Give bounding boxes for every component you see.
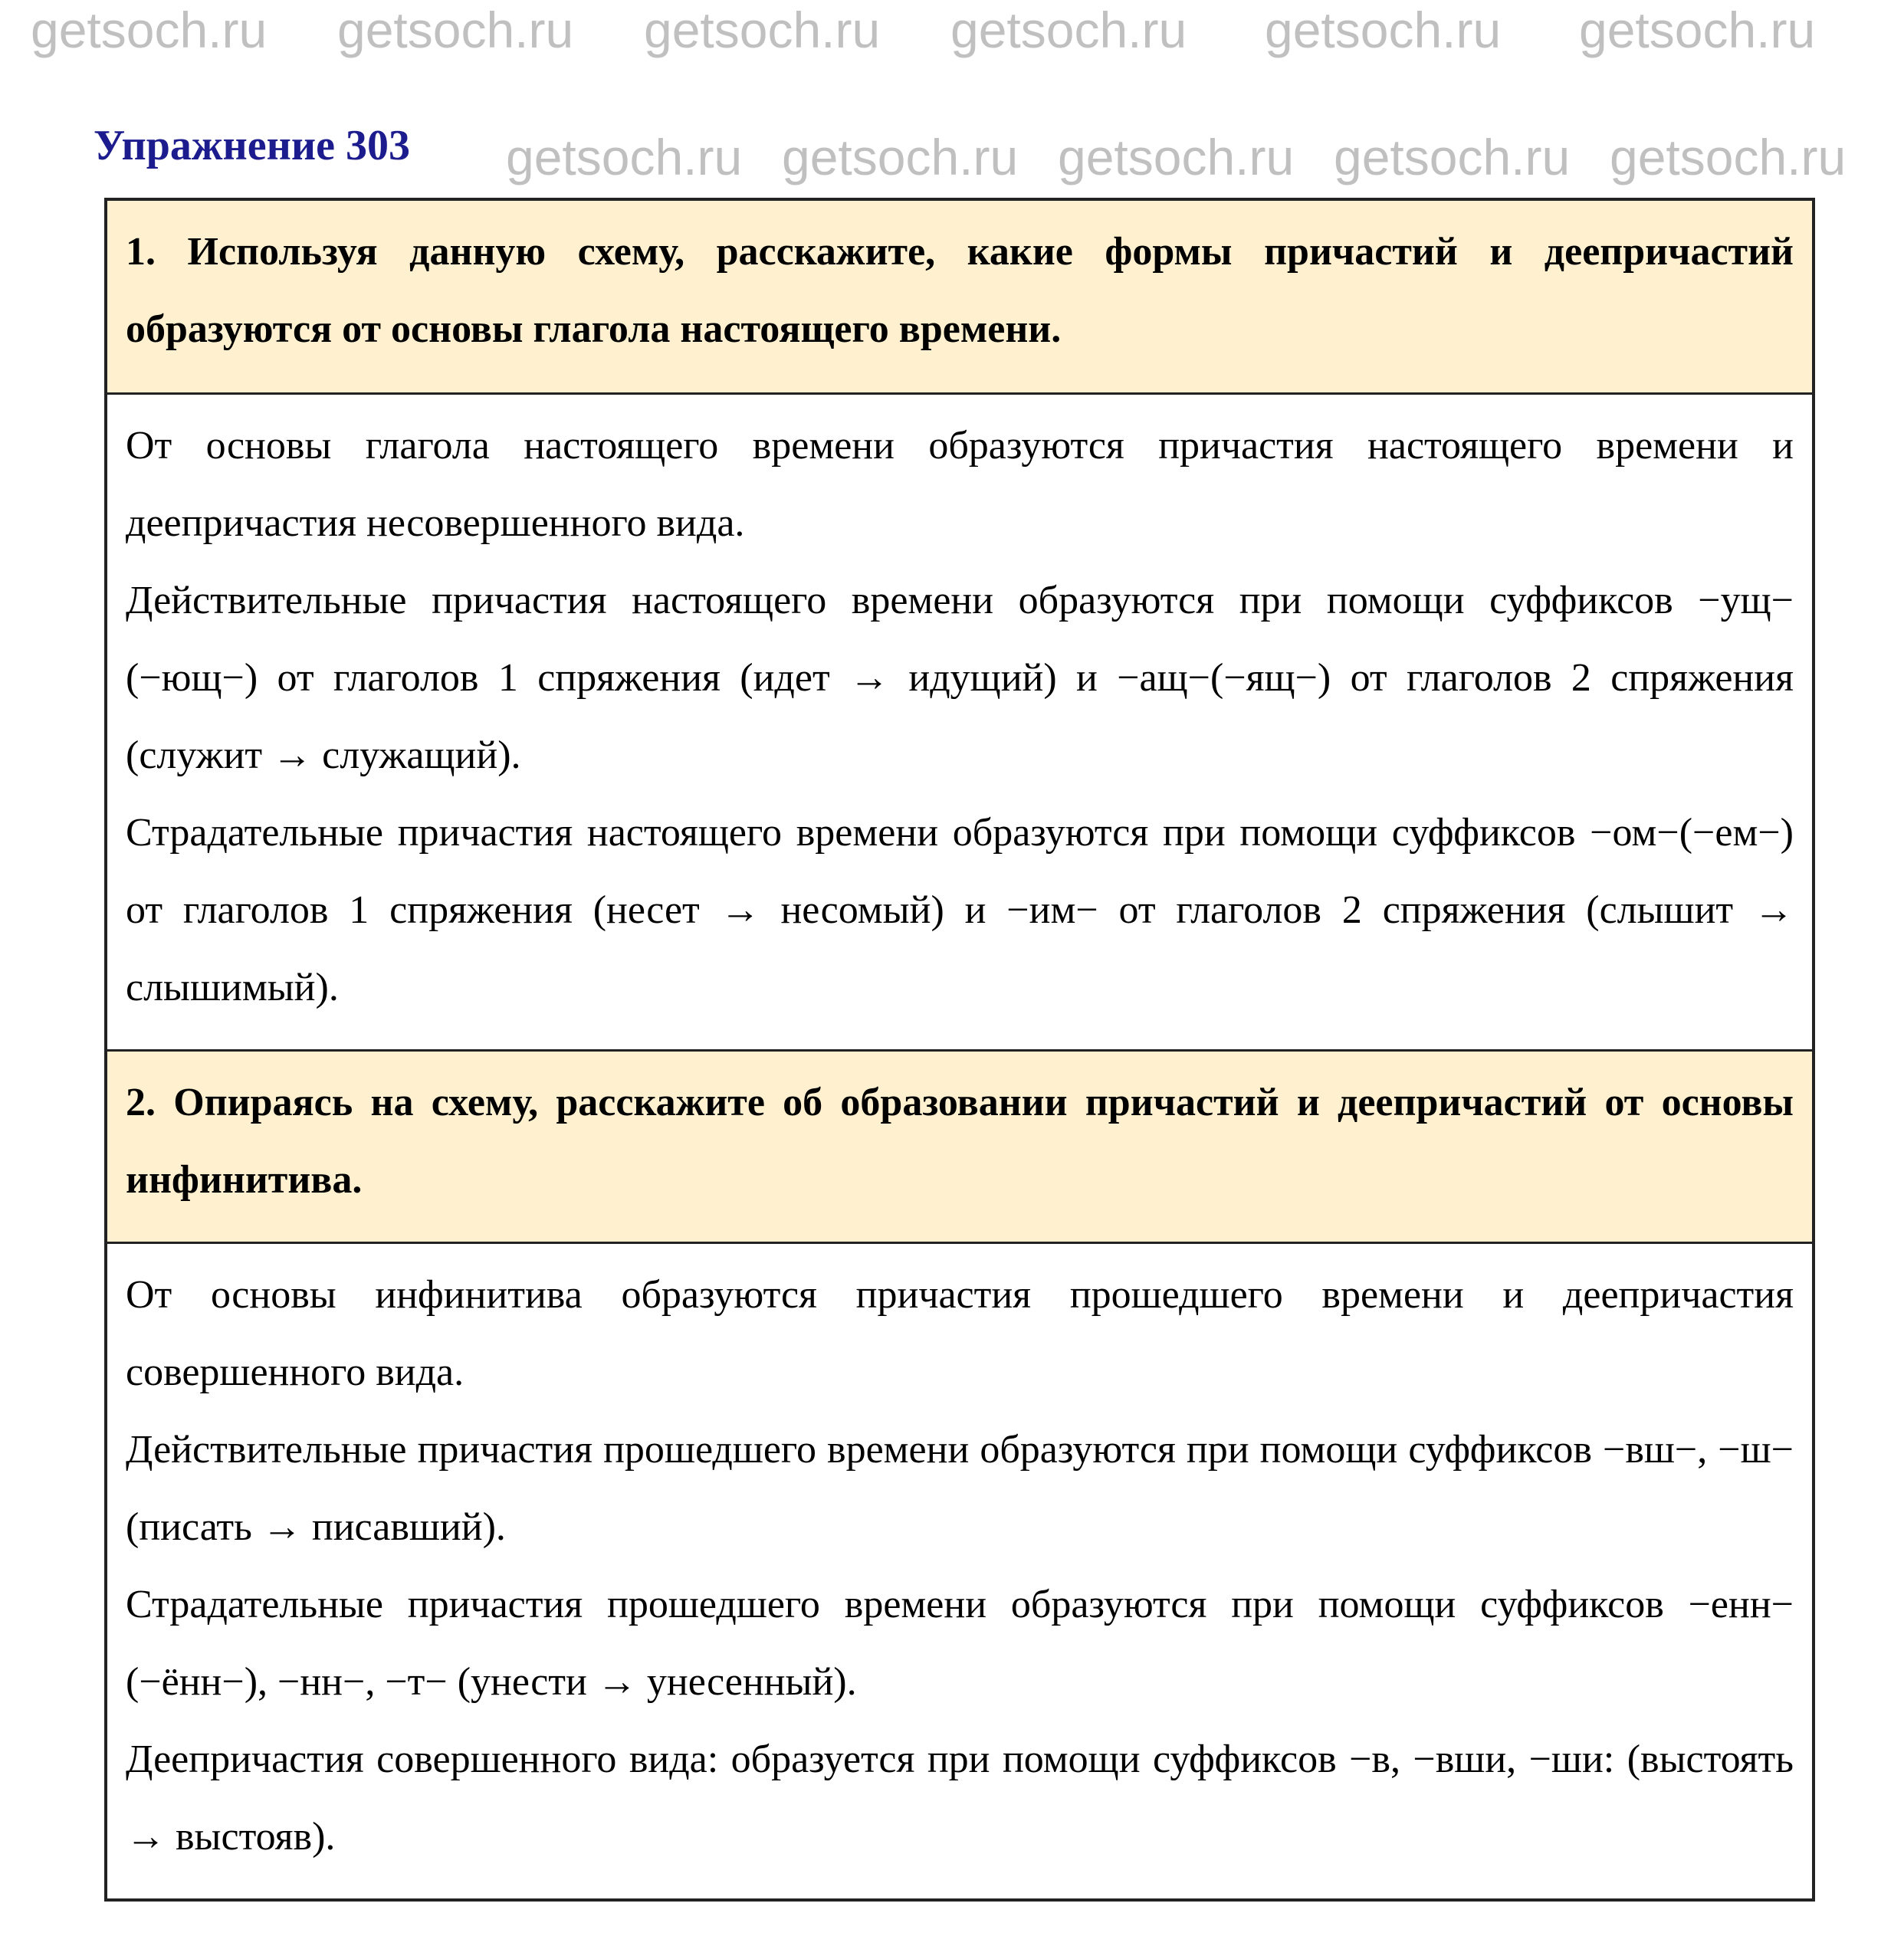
watermark: getsoch.ru xyxy=(1334,129,1571,185)
answer-2-paragraph: Деепричастия совершенного вида: образуется при помощи суффиксов −в, −вши, −ши: (выстоять → выстояв). xyxy=(126,1738,1794,1859)
watermark: getsoch.ru xyxy=(1610,129,1847,185)
watermark: getsoch.ru xyxy=(1058,129,1295,185)
answer-1-paragraph: От основы глагола настоящего времени образуются причастия настоящего времени и деепричастия несовершенного вида. xyxy=(126,424,1794,545)
watermark: getsoch.ru xyxy=(644,2,881,58)
question-1-text: 1. Используя данную схему, расскажите, какие формы причастий и деепричастий образуются от основы глагола настоящего времени. xyxy=(126,230,1794,351)
answer-1-row xyxy=(107,395,1812,1052)
question-2-row xyxy=(107,1052,1812,1244)
question-2-text: 2. Опираясь на схему, расскажите об образовании причастий и деепричастий от основы инфинитива. xyxy=(126,1081,1794,1202)
watermark: getsoch.ru xyxy=(1579,2,1816,58)
answer-1-paragraph: Действительные причастия настоящего времени образуются при помощи суффиксов −ущ−(−ющ−) от глаголов 1 спряжения (идет → идущий) и −ащ−(−ящ−) от глаголов 2 спряжения (служит → служащий). xyxy=(126,579,1794,777)
watermark: getsoch.ru xyxy=(506,129,743,185)
answer-2-row xyxy=(107,1244,1812,1898)
watermark: getsoch.ru xyxy=(1265,2,1502,58)
answer-1-paragraph: Страдательные причастия настоящего времени образуются при помощи суффиксов −ом−(−ем−) от глаголов 1 спряжения (несет → несомый) и −им− от глаголов 2 спряжения (слышит → слышимый). xyxy=(126,811,1794,1009)
exercise-title: Упражнение 303 xyxy=(94,122,411,169)
exercise-table xyxy=(104,198,1815,1902)
answer-2-paragraph: От основы инфинитива образуются причастия прошедшего времени и деепричастия совершенного вида. xyxy=(126,1273,1794,1394)
answer-2-paragraph: Действительные причастия прошедшего времени образуются при помощи суффиксов −вш−, −ш− (писать → писавший). xyxy=(126,1428,1794,1549)
question-1-row xyxy=(107,201,1812,395)
watermark: getsoch.ru xyxy=(31,2,268,58)
watermark: getsoch.ru xyxy=(950,2,1187,58)
watermark: getsoch.ru xyxy=(337,2,574,58)
answer-2-paragraph: Страдательные причастия прошедшего времени образуются при помощи суффиксов −енн−(−ённ−), −нн−, −т− (унести → унесенный). xyxy=(126,1583,1794,1704)
watermark: getsoch.ru xyxy=(782,129,1019,185)
